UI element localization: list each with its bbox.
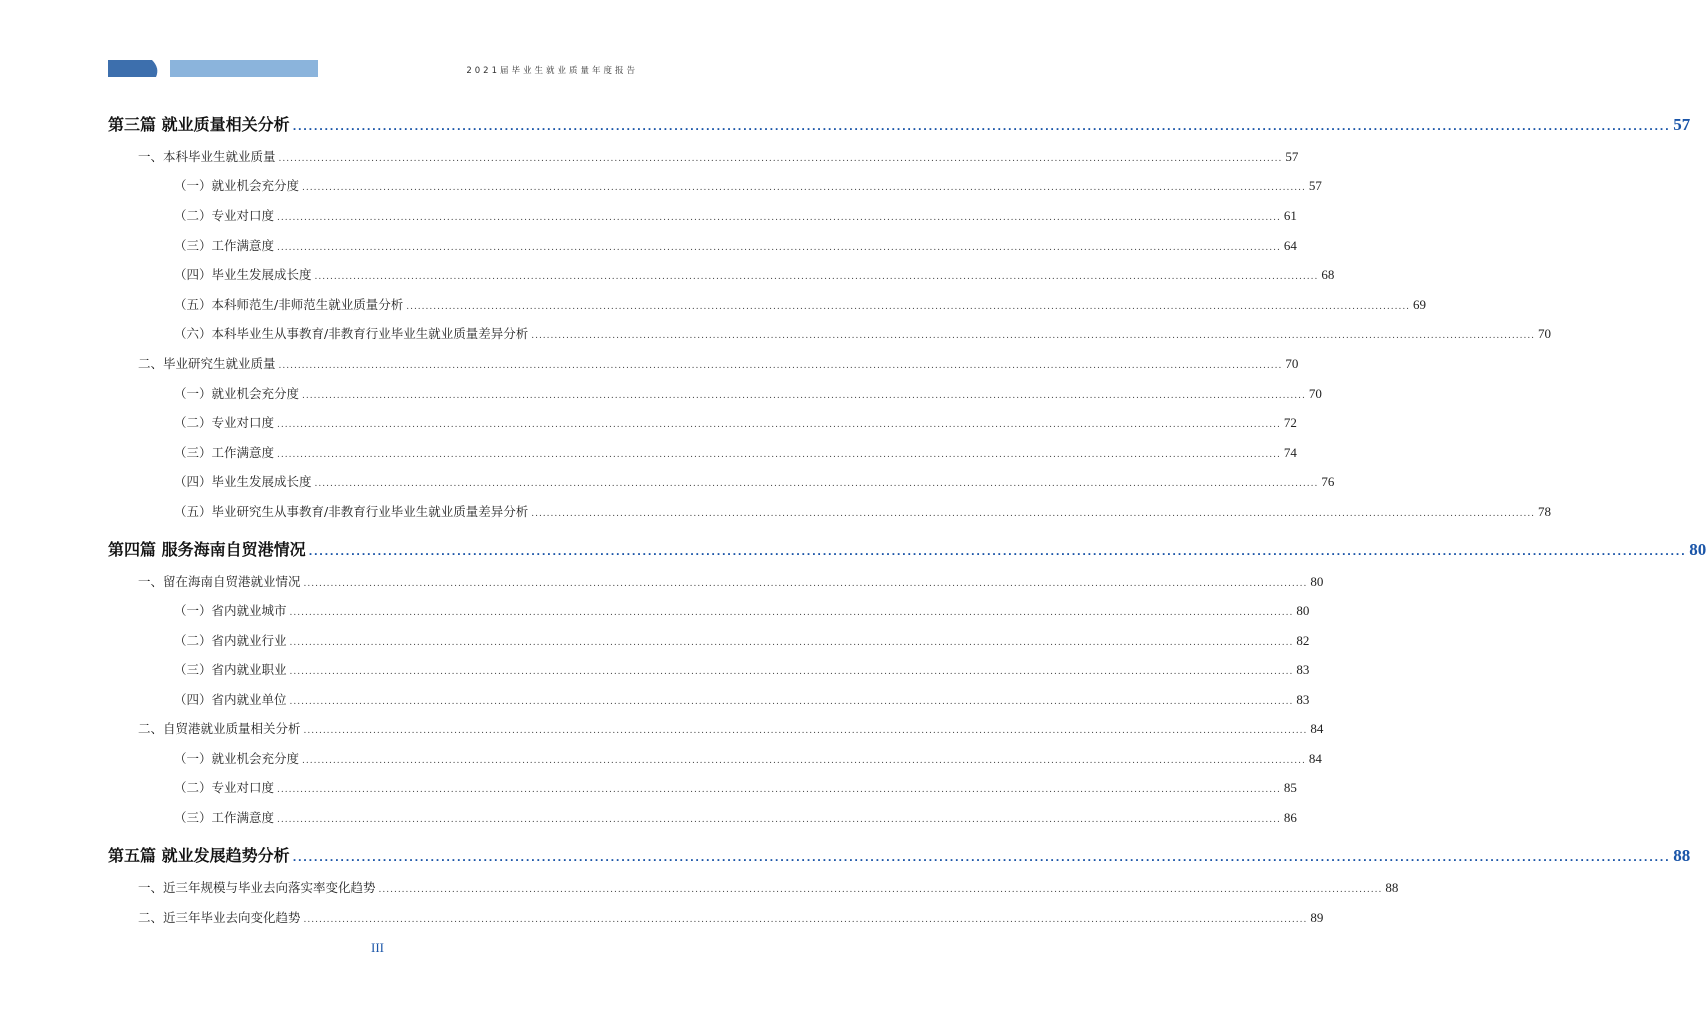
toc-leader-dots: ....................................................................................................................................................................................................................................................................: [289, 638, 1294, 648]
toc-entry-sub[interactable]: [174, 176, 1322, 194]
toc-entry-page-number: 64: [1283, 238, 1297, 253]
toc-entry-page-number: 86: [1283, 810, 1297, 825]
toc-entry-title: （四）毕业生发展成长度: [174, 267, 312, 282]
toc-leader-dots: ....................................................................................................................................................................................................................................................................: [292, 122, 1671, 133]
toc-entry-section[interactable]: [138, 354, 1299, 372]
toc-entry-chapter[interactable]: [108, 112, 1691, 135]
toc-entry-sub[interactable]: [174, 631, 1310, 649]
toc-entry-title: 二、毕业研究生就业质量: [138, 356, 276, 371]
toc-entry-title: 第四篇 服务海南自贸港情况: [108, 540, 306, 559]
toc-entry-sub[interactable]: [174, 384, 1322, 402]
toc-entry-page-number: 76: [1321, 474, 1335, 489]
toc-entry-title: （二）省内就业行业: [174, 633, 287, 648]
toc-entry-chapter[interactable]: [108, 537, 1706, 560]
toc-entry-title: （三）工作满意度: [174, 238, 275, 253]
toc-leader-dots: ....................................................................................................................................................................................................................................................................: [277, 785, 1281, 795]
toc-entry-title: （二）专业对口度: [174, 415, 275, 430]
toc-entry-title: （一）就业机会充分度: [174, 751, 300, 766]
toc-entry-title: （二）专业对口度: [174, 208, 275, 223]
toc-entry-sub[interactable]: [174, 472, 1335, 490]
toc-entry-title: （二）专业对口度: [174, 780, 275, 795]
toc-entry-sub[interactable]: [174, 690, 1310, 708]
toc-entry-page-number: 80: [1296, 603, 1310, 618]
toc-entry-sub[interactable]: [174, 265, 1335, 283]
toc-leader-dots: ....................................................................................................................................................................................................................................................................: [277, 213, 1281, 223]
toc-leader-dots: ....................................................................................................................................................................................................................................................................: [292, 853, 1671, 864]
toc-entry-sub[interactable]: [174, 295, 1427, 313]
toc-entry-title: （六）本科毕业生从事教育/非教育行业毕业生就业质量差异分析: [174, 326, 529, 341]
toc-leader-dots: ....................................................................................................................................................................................................................................................................: [289, 697, 1294, 707]
toc-leader-dots: ....................................................................................................................................................................................................................................................................: [303, 915, 1308, 925]
toc-leader-dots: ....................................................................................................................................................................................................................................................................: [277, 450, 1281, 460]
header-banner-graphic: [108, 60, 318, 77]
toc-entry-page-number: 80: [1689, 540, 1706, 559]
toc-entry-title: （四）省内就业单位: [174, 692, 287, 707]
toc-leader-dots: ....................................................................................................................................................................................................................................................................: [308, 547, 1687, 558]
toc-entry-section[interactable]: [138, 147, 1299, 165]
toc-entry-title: 一、本科毕业生就业质量: [138, 149, 276, 164]
toc-entry-section[interactable]: [138, 878, 1399, 896]
toc-entry-sub[interactable]: [174, 236, 1297, 254]
toc-entry-page-number: 83: [1296, 692, 1310, 707]
toc-entry-page-number: 70: [1285, 356, 1299, 371]
toc-entry-section[interactable]: [138, 908, 1324, 926]
toc-entry-section[interactable]: [138, 572, 1324, 590]
toc-entry-page-number: 85: [1283, 780, 1297, 795]
toc-entry-page-number: 78: [1538, 504, 1552, 519]
toc-leader-dots: ....................................................................................................................................................................................................................................................................: [289, 608, 1294, 618]
toc-entry-page-number: 74: [1283, 445, 1297, 460]
toc-entry-page-number: 82: [1296, 633, 1310, 648]
toc-leader-dots: ....................................................................................................................................................................................................................................................................: [278, 154, 1283, 164]
toc-entry-title: （三）省内就业职业: [174, 662, 287, 677]
page-number: III: [371, 940, 384, 955]
header-banner-dark-segment: [108, 60, 160, 77]
toc-entry-section[interactable]: [138, 719, 1324, 737]
toc-entry-page-number: 72: [1283, 415, 1297, 430]
toc-entry-title: （三）工作满意度: [174, 810, 275, 825]
toc-entry-sub[interactable]: [174, 443, 1297, 461]
toc-entry-sub[interactable]: [174, 660, 1310, 678]
toc-entry-page-number: 80: [1310, 574, 1324, 589]
toc-entry-sub[interactable]: [174, 749, 1322, 767]
toc-leader-dots: ....................................................................................................................................................................................................................................................................: [303, 579, 1308, 589]
toc-entry-title: 第三篇 就业质量相关分析: [108, 115, 290, 134]
toc-entry-sub[interactable]: [174, 778, 1297, 796]
toc-entry-page-number: 88: [1385, 880, 1399, 895]
toc-entry-page-number: 57: [1308, 178, 1322, 193]
toc-leader-dots: ....................................................................................................................................................................................................................................................................: [302, 756, 1306, 766]
toc-leader-dots: ....................................................................................................................................................................................................................................................................: [289, 667, 1294, 677]
toc-entry-title: （一）省内就业城市: [174, 603, 287, 618]
toc-entry-sub[interactable]: [174, 808, 1297, 826]
toc-entry-chapter[interactable]: [108, 843, 1691, 866]
toc-leader-dots: ....................................................................................................................................................................................................................................................................: [277, 243, 1281, 253]
toc-leader-dots: ....................................................................................................................................................................................................................................................................: [277, 420, 1281, 430]
toc-entry-page-number: 88: [1673, 846, 1691, 865]
report-header-title: 2021届毕业生就业质量年度报告: [466, 66, 638, 76]
toc-entry-sub[interactable]: [174, 206, 1297, 224]
toc-entry-page-number: 69: [1413, 297, 1427, 312]
toc-leader-dots: ....................................................................................................................................................................................................................................................................: [302, 183, 1306, 193]
toc-leader-dots: ....................................................................................................................................................................................................................................................................: [314, 272, 1319, 282]
toc-entry-page-number: 68: [1321, 267, 1335, 282]
toc-entry-page-number: 70: [1308, 386, 1322, 401]
toc-entry-page-number: 83: [1296, 662, 1310, 677]
toc-entry-title: （一）就业机会充分度: [174, 178, 300, 193]
toc-entry-title: （五）本科师范生/非师范生就业质量分析: [174, 297, 404, 312]
toc-leader-dots: ....................................................................................................................................................................................................................................................................: [314, 479, 1319, 489]
toc-leader-dots: ....................................................................................................................................................................................................................................................................: [278, 361, 1283, 371]
toc-entry-sub[interactable]: [174, 324, 1552, 342]
toc-entry-page-number: 84: [1310, 721, 1324, 736]
toc-leader-dots: ....................................................................................................................................................................................................................................................................: [406, 302, 1411, 312]
header-banner-light-segment: [170, 60, 318, 77]
toc-entry-title: （一）就业机会充分度: [174, 386, 300, 401]
toc-entry-page-number: 84: [1308, 751, 1322, 766]
toc-leader-dots: ....................................................................................................................................................................................................................................................................: [303, 726, 1308, 736]
toc-entry-page-number: 57: [1285, 149, 1299, 164]
toc-leader-dots: ....................................................................................................................................................................................................................................................................: [302, 391, 1306, 401]
toc-entry-sub[interactable]: [174, 601, 1310, 619]
toc-entry-sub[interactable]: [174, 413, 1297, 431]
toc-entry-title: 第五篇 就业发展趋势分析: [108, 846, 290, 865]
toc-entry-page-number: 57: [1673, 115, 1691, 134]
toc-entry-title: （五）毕业研究生从事教育/非教育行业毕业生就业质量差异分析: [174, 504, 529, 519]
toc-leader-dots: ....................................................................................................................................................................................................................................................................: [277, 815, 1281, 825]
toc-leader-dots: ....................................................................................................................................................................................................................................................................: [531, 509, 1536, 519]
toc-entry-title: 二、近三年毕业去向变化趋势: [138, 910, 301, 925]
toc-entry-title: 一、近三年规模与毕业去向落实率变化趋势: [138, 880, 376, 895]
toc-entry-page-number: 61: [1283, 208, 1297, 223]
toc-entry-title: （三）工作满意度: [174, 445, 275, 460]
toc-entry-title: 二、自贸港就业质量相关分析: [138, 721, 301, 736]
toc-entry-title: 一、留在海南自贸港就业情况: [138, 574, 301, 589]
toc-entry-page-number: 70: [1538, 326, 1552, 341]
toc-leader-dots: ....................................................................................................................................................................................................................................................................: [378, 885, 1383, 895]
toc-entry-title: （四）毕业生发展成长度: [174, 474, 312, 489]
toc-entry-sub[interactable]: [174, 502, 1552, 520]
toc-leader-dots: ....................................................................................................................................................................................................................................................................: [531, 331, 1536, 341]
toc-entry-page-number: 89: [1310, 910, 1324, 925]
